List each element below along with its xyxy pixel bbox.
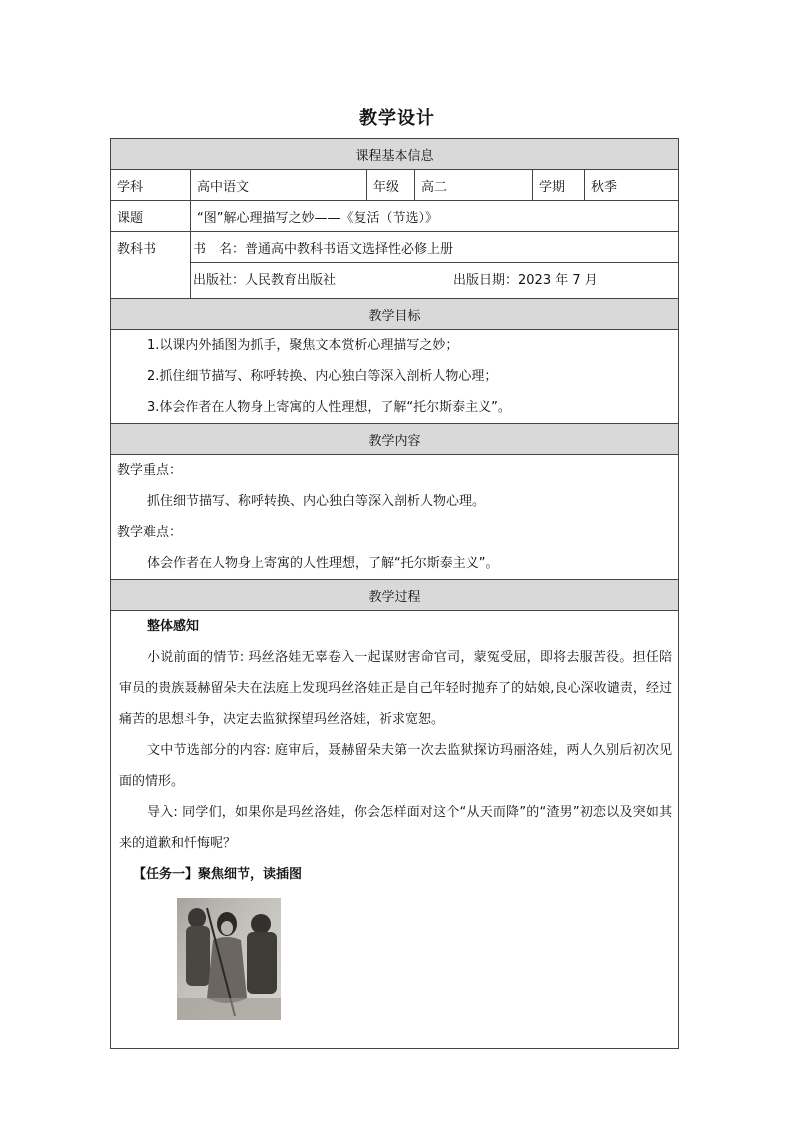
topic-value: “图”解心理描写之妙——《复活（节选）》 <box>191 201 679 232</box>
key-point-label: 教学重点： <box>117 463 183 478</box>
term-value: 秋季 <box>585 170 679 201</box>
objective-item: 3.体会作者在人物身上寄寓的人性理想，了解“托尔斯泰主义”。 <box>147 400 511 415</box>
subject-label: 学科 <box>111 170 191 201</box>
book-name: 书 名：普通高中教科书语文选择性必修上册 <box>193 241 454 257</box>
textbook-label: 教科书 <box>111 232 191 299</box>
lesson-plan-table <box>110 138 679 1049</box>
publication-date: 出版日期：2023 年 7 月 <box>453 272 598 288</box>
key-point-text: 抓住细节描写、称呼转换、内心独白等深入剖析人物心理。 <box>147 494 486 509</box>
intro-paragraph: 导入: 同学们，如果你是玛丝洛娃，你会怎样面对这个“从天而降”的“渣男”初恋以及突如其来的道歉和忏悔呢？ <box>119 805 673 851</box>
excerpt-paragraph: 文中节选部分的内容: 庭审后，聂赫留朵夫第一次去监狱探访玛丽洛娃，两人久别后初次见面的情形。 <box>119 743 673 789</box>
document-title: 教学设计 <box>359 108 435 129</box>
section-process: 教学过程 <box>111 580 679 611</box>
grade-label: 年级 <box>367 170 415 201</box>
grade-value: 高二 <box>415 170 533 201</box>
difficult-point-label: 教学难点： <box>117 525 183 540</box>
objective-item: 1.以课内外插图为抓手，聚焦文本赏析心理描写之妙； <box>147 338 459 353</box>
objective-item: 2.抓住细节描写、称呼转换、内心独白等深入剖析人物心理； <box>147 369 498 384</box>
difficult-point-text: 体会作者在人物身上寄寓的人性理想，了解“托尔斯泰主义”。 <box>147 556 499 571</box>
term-label: 学期 <box>533 170 585 201</box>
objectives-list <box>111 330 679 424</box>
subject-value: 高中语文 <box>191 170 367 201</box>
illustration-image <box>177 898 281 1020</box>
section-objectives: 教学目标 <box>111 299 679 330</box>
content-block <box>111 455 679 580</box>
plot-paragraph: 小说前面的情节: 玛丝洛娃无辜卷入一起谋财害命官司，蒙冤受屈，即将去服苦役。担任陪审员的贵族聂赫留朵夫在法庭上发现玛丝洛娃正是自己年轻时抛弃了的姑娘,良心深收谴责，经过痛苦的思想斗争，决定去监狱探望玛丝洛娃，祈求宽恕。 <box>119 650 673 727</box>
topic-label: 课题 <box>111 201 191 232</box>
section-content: 教学内容 <box>111 424 679 455</box>
task-one-heading: 【任务一】聚焦细节，读插图 <box>133 867 303 882</box>
section-basic-info: 课程基本信息 <box>111 139 679 170</box>
publisher: 出版社：人民教育出版社 <box>193 272 337 288</box>
textbook-details <box>191 232 679 299</box>
overall-perception-heading: 整体感知 <box>147 619 200 634</box>
process-block <box>111 611 679 1049</box>
